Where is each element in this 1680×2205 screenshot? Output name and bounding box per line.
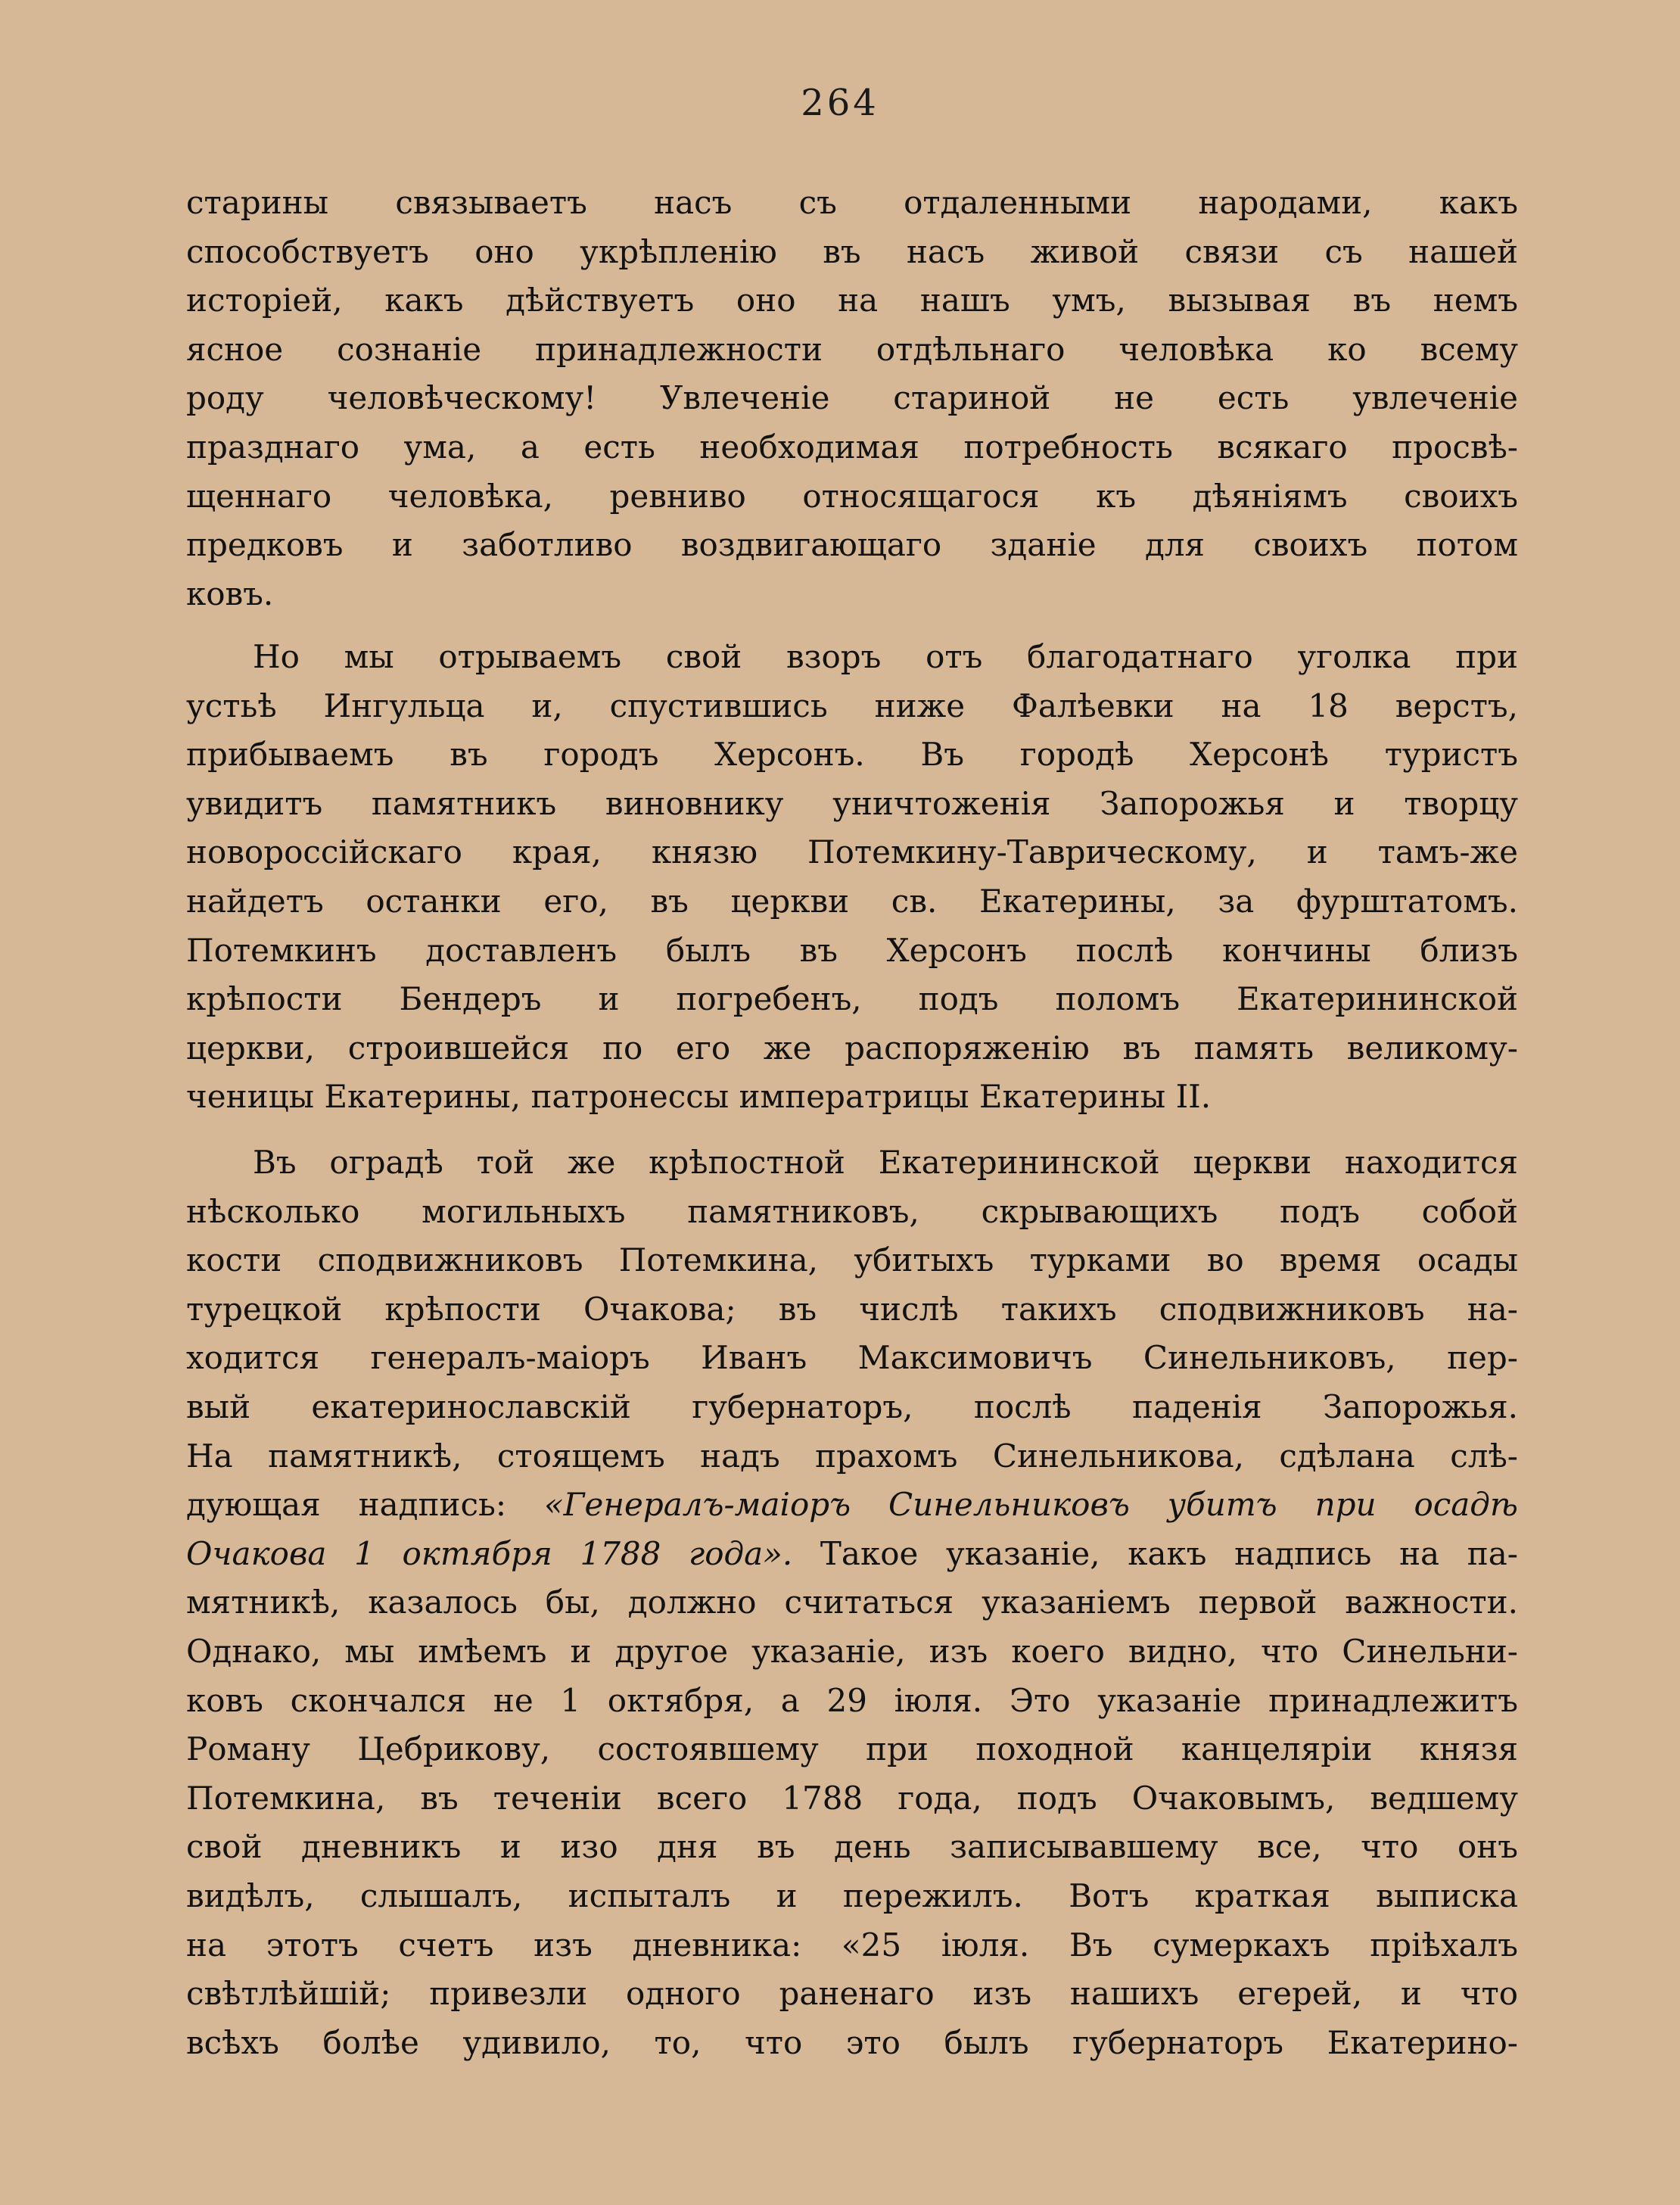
- text-line: Но мы отрываемъ свой взоръ отъ благодатнаго уголка при: [253, 638, 1518, 675]
- text-line: нѣсколько могильныхъ памятниковъ, скрывающихъ подъ собой: [186, 1192, 1518, 1230]
- text-line: мятникѣ, казалось бы, должно считаться указаніемъ первой важности.: [186, 1584, 1518, 1621]
- text-line: способствуетъ оно укрѣпленію въ насъ живой связи съ нашей: [186, 232, 1518, 270]
- text-line: новороссійскаго края, князю Потемкину-Таврическому, и тамъ-же: [186, 833, 1518, 871]
- text-line: Потемкина, въ теченіи всего 1788 года, подъ Очаковымъ, ведшему: [186, 1779, 1518, 1817]
- text-line: [186, 1481, 1518, 1530]
- text-line: исторіей, какъ дѣйствуетъ оно на нашъ умъ, вызывая въ немъ: [186, 282, 1518, 319]
- text-line: церкви, строившейся по его же распоряженію въ память великому-: [186, 1029, 1518, 1067]
- paragraph-3: [186, 1138, 1518, 2067]
- text-line: ясное сознаніе принадлежности отдѣльнаго человѣка ко всему: [186, 330, 1518, 368]
- text-line: вый екатеринославскій губернаторъ, послѣ паденія Запорожья.: [186, 1387, 1518, 1425]
- text-line: На памятникѣ, стоящемъ надъ прахомъ Синельникова, сдѣлана слѣ-: [186, 1437, 1518, 1475]
- text-line: видѣлъ, слышалъ, испыталъ и пережилъ. Вотъ краткая выписка: [186, 1876, 1518, 1914]
- text-line: ковъ.: [186, 575, 274, 612]
- text-line: прибываемъ въ городъ Херсонъ. Въ городѣ Херсонѣ туристъ: [186, 736, 1518, 774]
- text-line: крѣпости Бендеръ и погребенъ, подъ поломъ Екатерининской: [186, 980, 1518, 1018]
- text-line: кости сподвижниковъ Потемкина, убитыхъ турками во время осады: [186, 1241, 1518, 1279]
- text-line: ковъ скончался не 1 октября, а 29 іюля. Это указаніе принадлежитъ: [186, 1681, 1518, 1719]
- inscription-quote: «Генералъ-маіоръ Синельниковъ убитъ при осадѣ: [543, 1486, 1518, 1524]
- text-line: ходится генералъ-маіоръ Иванъ Максимовичъ Синельниковъ, пер-: [186, 1339, 1518, 1377]
- text-line: устьѣ Ингульца и, спустившись ниже Фалѣевки на 18 верстъ,: [186, 687, 1518, 724]
- text-line: ченицы Екатерины, патронессы императрицы Екатерины II.: [186, 1078, 1212, 1116]
- text-line: Роману Цебрикову, состоявшему при походной канцеляріи князя: [186, 1730, 1518, 1768]
- text-line: всѣхъ болѣе удивило, то, что это былъ губернаторъ Екатерино-: [186, 2023, 1518, 2061]
- text-line: [186, 1530, 1518, 1579]
- text-line: празднаго ума, а есть необходимая потребность всякаго просвѣ-: [186, 428, 1518, 466]
- text-line: свѣтлѣйшій; привезли одного раненаго изъ нашихъ егерей, и что: [186, 1975, 1518, 2013]
- text-fragment: дующая надпись:: [186, 1486, 507, 1524]
- text-line: Въ оградѣ той же крѣпостной Екатерининской церкви находится: [253, 1144, 1518, 1181]
- paragraph-1: [186, 179, 1518, 618]
- text-line: свой дневникъ и изо дня въ день записывавшему все, что онъ: [186, 1828, 1518, 1866]
- text-line: на этотъ счетъ изъ дневника: «25 іюля. Въ сумеркахъ пріѣхалъ: [186, 1926, 1518, 1964]
- text-fragment: Такое указаніе, какъ надпись на па-: [820, 1534, 1518, 1572]
- text-line: роду человѣческому! Увлеченіе стариной не есть увлеченіе: [186, 379, 1518, 417]
- text-line: Потемкинъ доставленъ былъ въ Херсонъ послѣ кончины близъ: [186, 931, 1518, 969]
- text-line: Однако, мы имѣемъ и другое указаніе, изъ коего видно, что Синельни-: [186, 1632, 1518, 1670]
- text-line: щеннаго человѣка, ревниво относящагося къ дѣяніямъ своихъ: [186, 477, 1518, 515]
- text-line: найдетъ останки его, въ церкви св. Екатерины, за фурштатомъ.: [186, 882, 1518, 920]
- page-number: 264: [801, 82, 879, 124]
- text-line: предковъ и заботливо воздвигающаго зданіе для своихъ потом: [186, 526, 1518, 564]
- text-line: турецкой крѣпости Очакова; въ числѣ такихъ сподвижниковъ на-: [186, 1290, 1518, 1328]
- paragraph-2: [186, 633, 1518, 1122]
- text-line: увидитъ памятникъ виновнику уничтоженія Запорожья и творцу: [186, 784, 1518, 822]
- text-line: старины связываетъ насъ съ отдаленными народами, какъ: [186, 184, 1518, 221]
- inscription-quote: Очакова 1 октября 1788 года».: [186, 1534, 793, 1572]
